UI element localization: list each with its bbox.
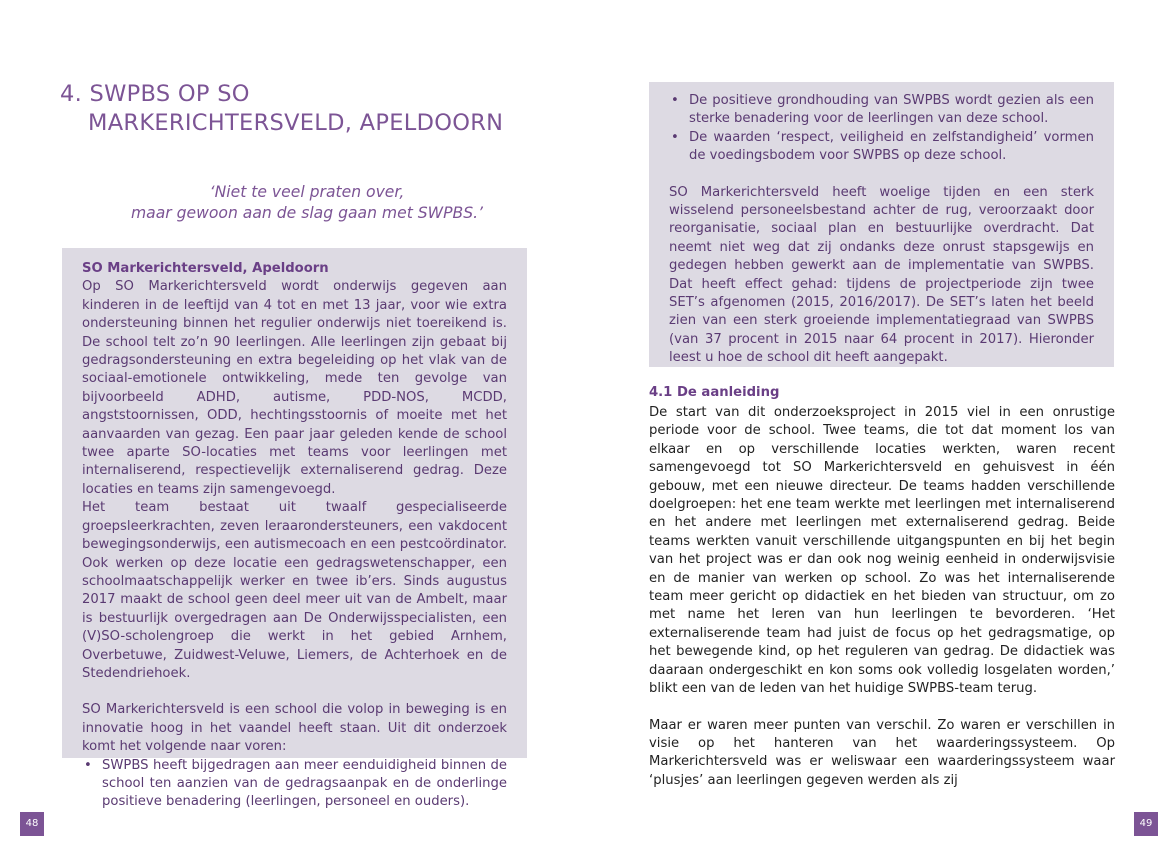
school-profile-summary: SO Markerichtersveld heeft woelige tijden en een sterk wisselend personeelsbestand achter de rug, veroorzaakt door reorganisatie, sociaal plan en bestuurlijke overdracht. Dat neemt niet weg dat zij ondanks deze onrust stapsgewijs en gedegen hebben gewerkt aan de implementatie van SWPBS. Dat heeft effect gehad: tijdens de projectperiode zijn twee SET’s afgenomen (2015, 2016/2017). De SET’s laten het beeld zien van een sterk groeiende implementatiegraad van SWPBS (van 37 procent in 2015 naar 64 procent in 2017). Hieronder leest u hoe de school dit heeft aangepakt. xyxy=(669,184,1094,366)
quote-line-1: ‘Niet te veel praten over, xyxy=(209,183,405,201)
school-profile-box xyxy=(62,248,527,810)
body-paragraph-2: Maar er waren meer punten van verschil. Zo waren er verschillen in visie op het hanteren van het waarderingssysteem. Op Markerichtersveld was er weliswaar een waarderingssysteem waar ‘plusjes’ aan leerlingen gegeven werden als zij xyxy=(649,717,1115,788)
chapter-quote xyxy=(60,182,554,224)
chapter-title-line-1: 4. SWPBS OP SO xyxy=(60,81,250,107)
finding-text: SWPBS heeft bijgedragen aan meer eenduidigheid binnen de school ten aanzien van de gedragsaanpak en de onderlinge positieve benadering (leerlingen, personeel en ouders). xyxy=(102,757,507,810)
school-profile-box-continued xyxy=(649,82,1114,367)
findings-list-continued xyxy=(669,92,1094,166)
body-paragraph-1: De start van dit onderzoeksproject in 2015 viel in een onrustige periode voor de school. Twee teams, die tot dat moment los van elkaar en op verschillende locaties werkten, waren recent samengevoegd tot SO Markerichtersveld en gehuisvest in één gebouw, met een nieuwe directeur. De teams hadden verschillende doelgroepen: het ene team werkte met leerlingen met internaliserend en het andere met leerlingen met externaliserend gedrag. Beide teams werkten vanuit verschillende uitgangspunten en bij het begin van het project was er dan ook nog weinig eenheid in onderwijsvisie en de manier van werken op school. Zo was het internaliserende team meer gericht op didactiek en het bieden van structuur, om zo met name het leren van hun leerlingen te bevorderen. ‘Het externaliserende team had juist de focus op het gedragsmatige, op het bewegende kind, op het reguleren van gedrag. De didactiek was daaraan ondergeschikt en kon soms ook volledig losgelaten worden,’ blikt een van de leden van het huidige SWPBS-team terug. xyxy=(649,405,1115,697)
finding-item xyxy=(82,757,507,812)
finding-item xyxy=(669,129,1094,166)
section-heading: 4.1 De aanleiding xyxy=(649,385,780,400)
school-profile-paragraph-1: Op SO Markerichtersveld wordt onderwijs gegeven aan kinderen in de leeftijd van 4 tot en met 13 jaar, voor wie extra ondersteuning binnen het regulier onderwijs niet toereikend is. De school telt zo’n 90 leerlingen. Alle leerlingen zijn gebaat bij gedragsondersteuning en extra begeleiding op het vlak van de sociaal-emotionele ontwikkeling, mede ten gevolge van bijvoorbeeld ADHD, autisme, PDD-NOS, MCDD, angststoornissen, ODD, hechtingsstoornis of moeite met het aanvaarden van gezag. Een paar jaar geleden kende de school twee aparte SO-locaties met teams voor leerlingen met internaliserend, respectievelijk externaliserend gedrag. Deze locaties en teams zijn samengevoegd. xyxy=(82,279,507,497)
body-text xyxy=(649,404,1115,790)
chapter-title-line-2: MARKERICHTERSVELD, APELDOORN xyxy=(88,110,504,136)
finding-text: De positieve grondhouding van SWPBS wordt gezien als een sterke benadering voor de leerlingen van deze school. xyxy=(689,93,1094,127)
bullet-icon: • xyxy=(671,129,679,145)
school-profile-heading: SO Markerichtersveld, Apeldoorn xyxy=(82,261,329,276)
chapter-title xyxy=(60,80,503,138)
quote-line-2: maar gewoon aan de slag gaan met SWPBS.’ xyxy=(130,204,484,222)
right-page xyxy=(588,0,1176,852)
page-number-left: 48 xyxy=(20,812,44,836)
school-profile-paragraph-2: Het team bestaat uit twaalf gespecialiseerde groepsleerkrachten, zeven leraarondersteuners, een vakdocent bewegingsonderwijs, een autismecoach en een pestcoördinator. Ook werken op deze locatie een gedragswetenschapper, een schoolmaatschappelijk werker en twee ib’ers. Sinds augustus 2017 maakt de school geen deel meer uit van de Ambelt, maar is bestuurlijk overgedragen aan De Onderwijsspecialisten, een (V)SO-scholengroep die werkt in het gebied Arnhem, Overbetuwe, Zuidwest-Veluwe, Liemers, de Achterhoek en de Stedendriehoek. xyxy=(82,500,507,681)
page-number-right: 49 xyxy=(1134,812,1158,836)
finding-item xyxy=(669,92,1094,129)
bullet-icon: • xyxy=(671,93,679,108)
findings-list xyxy=(82,757,507,812)
finding-text: De waarden ‘respect, veiligheid en zelfstandigheid’ vormen de voedingsbodem voor SWPBS op deze school. xyxy=(689,129,1094,164)
bullet-icon: • xyxy=(84,757,92,773)
school-profile-paragraph-3: SO Markerichtersveld is een school die volop in beweging is en innovatie hoog in het vaandel heeft staan. Uit dit onderzoek komt het volgende naar voren: xyxy=(82,702,507,755)
